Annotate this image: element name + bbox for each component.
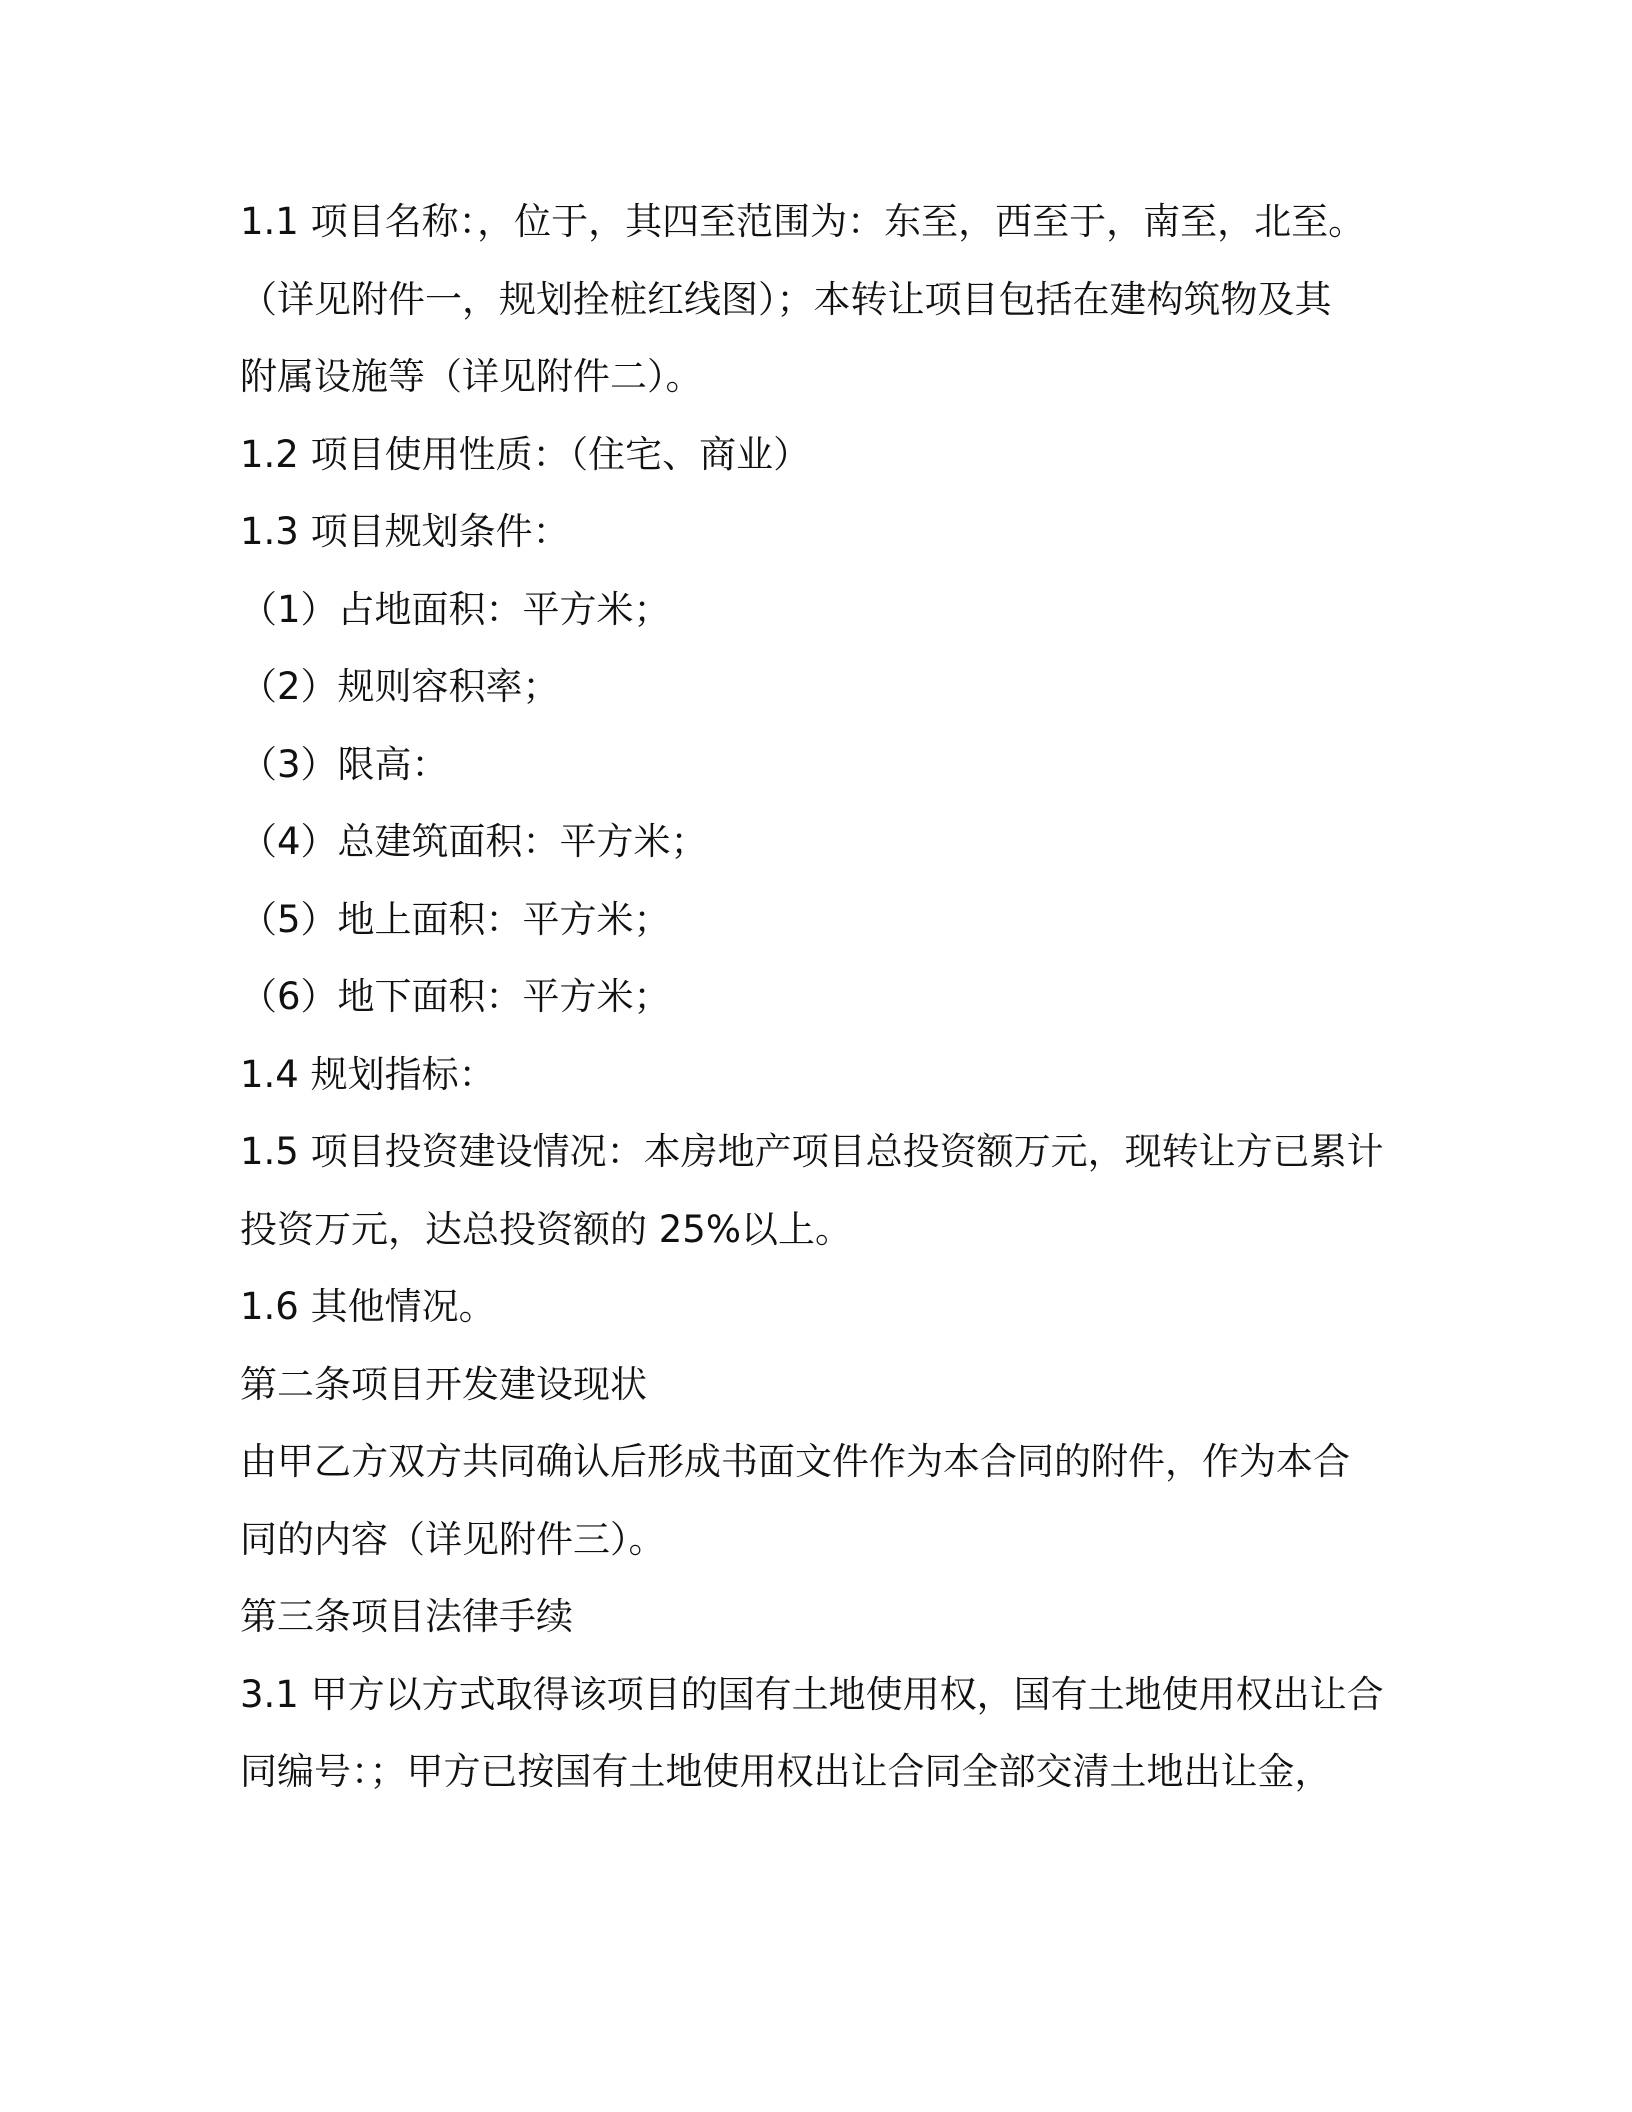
investment-status-line: 1.5 项目投资建设情况：本房地产项目总投资额万元，现转让方已累计 xyxy=(240,1130,1384,1173)
land-use-right-line: 3.1 甲方以方式取得该项目的国有土地使用权，国有土地使用权出让合 xyxy=(240,1672,1384,1716)
article-two-heading: 第二条项目开发建设现状 xyxy=(240,1362,647,1406)
condition-land-area: （1）占地面积：平方米； xyxy=(240,587,671,631)
condition-total-floor-area: （4）总建筑面积：平方米； xyxy=(240,820,708,863)
investment-status-line-cont: 投资万元，达总投资额的 25%以上。 xyxy=(240,1207,852,1251)
land-use-right-line-cont: 同编号：；甲方已按国有土地使用权出让合同全部交清土地出让金， xyxy=(240,1750,1332,1793)
project-name-line: 1.1 项目名称：，位于，其四至范围为：东至，西至于，南至，北至。 xyxy=(240,200,1366,243)
other-situation-line: 1.6 其他情况。 xyxy=(240,1285,496,1328)
condition-plot-ratio: （2）规则容积率； xyxy=(240,665,560,708)
planning-conditions-heading: 1.3 项目规划条件： xyxy=(240,510,570,553)
condition-underground-area: （6）地下面积：平方米； xyxy=(240,975,671,1018)
article-three-heading: 第三条项目法律手续 xyxy=(240,1595,573,1638)
project-usage-line: 1.2 项目使用性质：（住宅、商业） xyxy=(240,432,811,476)
article-two-body: 由甲乙方双方共同确认后形成书面文件作为本合同的附件，作为本合 xyxy=(240,1440,1350,1483)
condition-height-limit: （3）限高： xyxy=(240,742,449,786)
condition-above-ground-area: （5）地上面积：平方米； xyxy=(240,897,671,941)
planning-indicators-line: 1.4 规划指标： xyxy=(240,1052,496,1096)
project-name-line-cont-2: 附属设施等（详见附件二）。 xyxy=(240,355,703,398)
article-two-body-cont: 同的内容（详见附件三）。 xyxy=(240,1517,666,1561)
document-body xyxy=(240,183,1400,1811)
project-name-line-cont-1: （详见附件一，规划拴桩红线图）；本转让项目包括在建构筑物及其 xyxy=(240,277,1332,321)
